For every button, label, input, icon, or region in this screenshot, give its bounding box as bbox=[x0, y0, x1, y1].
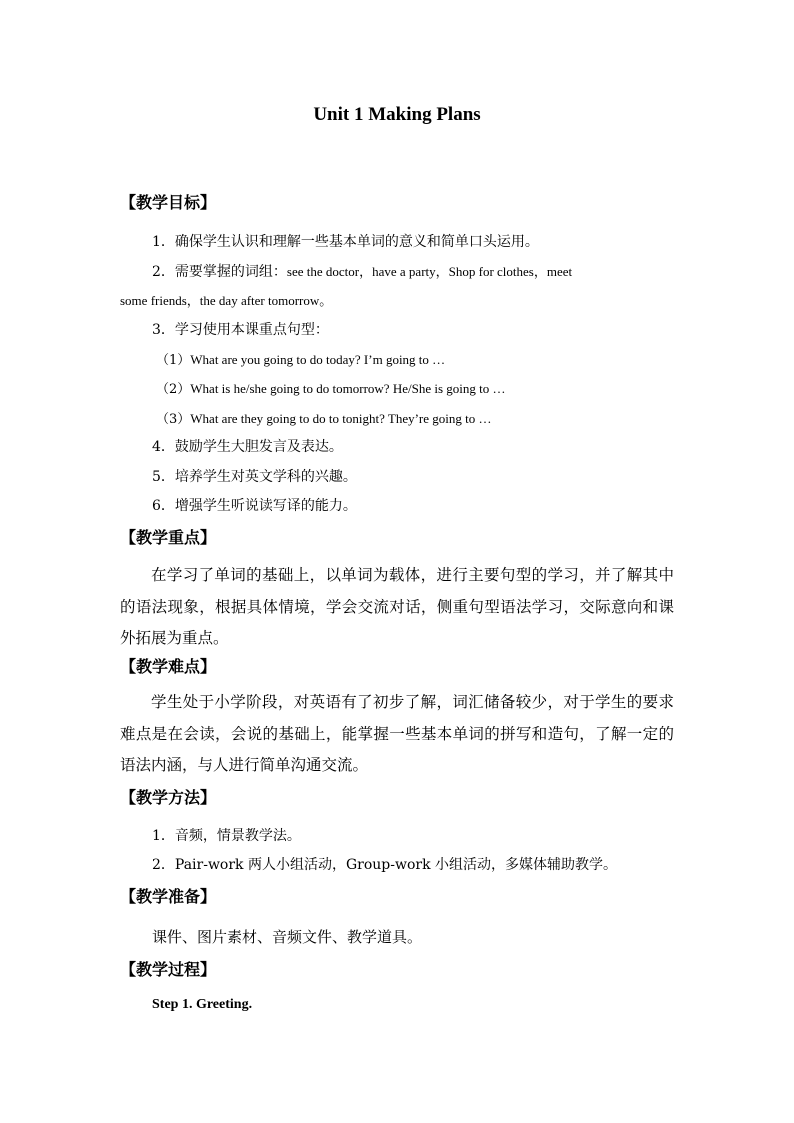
sentence-pattern-2-text: What is he/she going to do tomorrow? He/She is going to … bbox=[190, 381, 506, 396]
method-item-2: 2．Pair-work 两人小组活动，Group-work 小组活动，多媒体辅助教学。 bbox=[152, 857, 618, 873]
heading-preparation: 【教学准备】 bbox=[120, 887, 217, 906]
heading-process: 【教学过程】 bbox=[120, 960, 217, 979]
objective-item-2-en: see the doctor，have a party，Shop for clothes，meet bbox=[286, 264, 573, 279]
sentence-pattern-2 bbox=[156, 378, 506, 397]
sentence-pattern-1-number: （1） bbox=[156, 353, 191, 368]
sentence-pattern-3 bbox=[156, 408, 492, 427]
sentence-pattern-2-number: （2） bbox=[156, 382, 191, 397]
objective-item-2-cn: 2．需要掌握的词组： bbox=[152, 264, 287, 280]
objective-item-5: 5．培养学生对英文学科的兴趣。 bbox=[152, 469, 357, 485]
objective-item-1: 1．确保学生认识和理解一些基本单词的意义和简单口头运用。 bbox=[152, 234, 539, 250]
heading-methods: 【教学方法】 bbox=[120, 788, 217, 807]
objective-item-2 bbox=[152, 261, 572, 281]
heading-difficulties: 【教学难点】 bbox=[120, 657, 217, 676]
objective-item-2-continued: some friends，the day after tomorrow。 bbox=[120, 293, 333, 308]
heading-objectives: 【教学目标】 bbox=[120, 193, 217, 212]
objective-item-3: 3．学习使用本课重点句型： bbox=[152, 322, 329, 338]
process-step-1: Step 1. Greeting. bbox=[152, 997, 253, 1012]
sentence-pattern-3-text: What are they going to do to tonight? They’re going to … bbox=[190, 411, 492, 426]
sentence-pattern-1 bbox=[156, 349, 445, 368]
key-points-paragraph: 在学习了单词的基础上，以单词为载体，进行主要句型的学习，并了解其中的语法现象，根据具体情境，学会交流对话，侧重句型语法学习，交际意向和课外拓展为重点。 bbox=[120, 566, 674, 647]
method-item-1: 1．音频，情景教学法。 bbox=[152, 828, 301, 844]
preparation-text: 课件、图片素材、音频文件、教学道具。 bbox=[152, 928, 423, 946]
objective-item-6: 6．增强学生听说读写译的能力。 bbox=[152, 498, 357, 514]
sentence-pattern-1-text: What are you going to do today? I’m going to … bbox=[190, 352, 446, 367]
document-title: Unit 1 Making Plans bbox=[313, 104, 481, 125]
heading-key-points: 【教学重点】 bbox=[120, 528, 217, 547]
difficulties-paragraph: 学生处于小学阶段，对英语有了初步了解，词汇储备较少，对于学生的要求难点是在会读，会说的基础上，能掌握一些基本单词的拼写和造句，了解一定的语法内涵，与人进行简单沟通交流。 bbox=[120, 693, 674, 774]
objective-item-4: 4．鼓励学生大胆发言及表达。 bbox=[152, 439, 343, 455]
sentence-pattern-3-number: （3） bbox=[156, 412, 191, 427]
